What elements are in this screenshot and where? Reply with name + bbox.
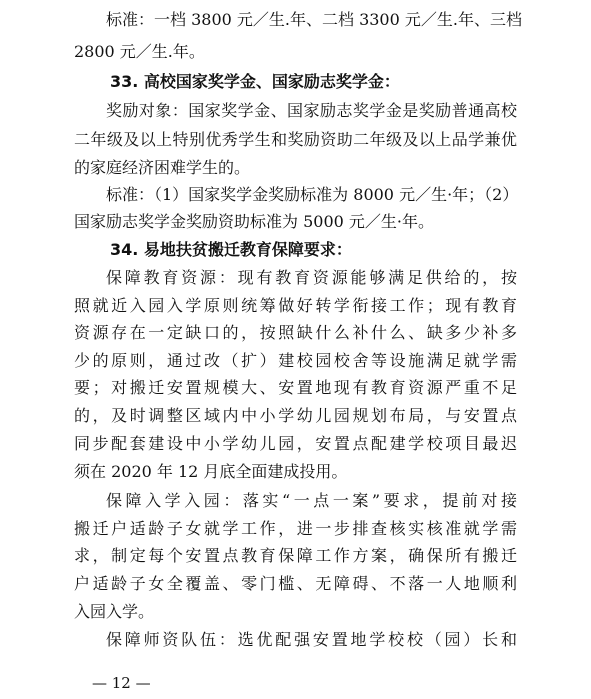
text-line: 要；对搬迁安置规模大、安置地现有教育资源严重不足 <box>74 378 517 397</box>
text-line: 搬迁户适龄子女就学工作，进一步排查核实核准就学需 <box>74 519 517 538</box>
text-line: 少的原则，通过改（扩）建校园校舍等设施满足就学需 <box>74 351 517 370</box>
text-line: 标准：（1）国家奖学金奖励标准为 8000 元／生·年；（2） <box>106 185 519 204</box>
text-line: 须在 2020 年 12 月底全面建成投用。 <box>74 462 348 481</box>
text-line: 户适龄子女全覆盖、零门槛、无障碍、不落一人地顺利 <box>74 574 517 593</box>
text-line: 资源存在一定缺口的，按照缺什么补什么、缺多少补多 <box>74 323 517 342</box>
text-line: 保障师资队伍：选优配强安置地学校校（园）长和 <box>106 630 517 649</box>
text-line: 求，制定每个安置点教育保障工作方案，确保所有搬迁 <box>74 546 517 565</box>
text-line: 保障教育资源：现有教育资源能够满足供给的，按 <box>106 268 517 287</box>
text-line: 保障入学入园：落实“一点一案”要求，提前对接 <box>106 491 517 510</box>
page-number: — 12 — <box>92 674 151 692</box>
text-line: 的家庭经济困难学生的。 <box>74 158 251 177</box>
section-heading: 33. 高校国家奖学金、国家励志奖学金： <box>110 72 400 91</box>
text-line: 的，及时调整区域内中小学幼儿园规划布局，与安置点 <box>74 406 517 425</box>
text-line: 照就近入园入学原则统筹做好转学衔接工作；现有教育 <box>74 296 517 315</box>
text-line: 2800 元／生.年。 <box>74 42 205 61</box>
text-line: 奖励对象：国家奖学金、国家励志奖学金是奖励普通高校 <box>106 101 517 120</box>
text-line: 标准：一档 3800 元／生.年、二档 3300 元／生.年、三档 <box>106 10 522 29</box>
section-heading: 34. 易地扶贫搬迁教育保障要求： <box>110 240 352 259</box>
text-line: 国家励志奖学金奖励资助标准为 5000 元／生·年。 <box>74 212 434 231</box>
text-line: 入园入学。 <box>74 602 155 621</box>
text-line: 二年级及以上特别优秀学生和奖励资助二年级及以上品学兼优 <box>74 130 517 149</box>
text-line: 同步配套建设中小学幼儿园，安置点配建学校项目最迟 <box>74 434 517 453</box>
